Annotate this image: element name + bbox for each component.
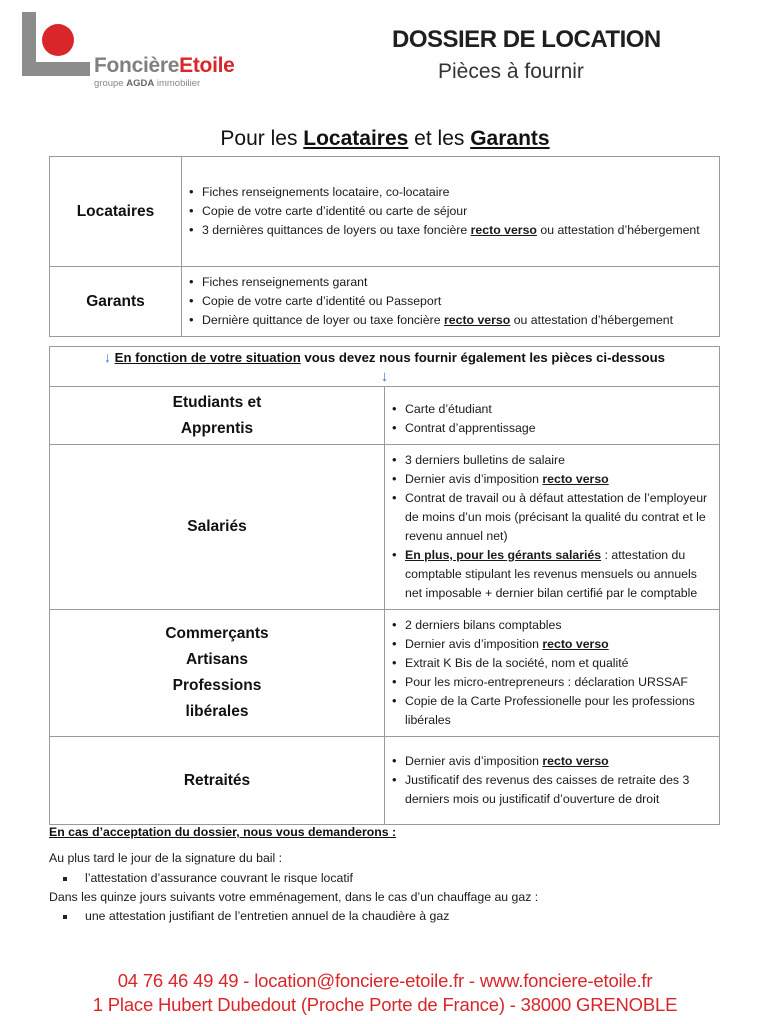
acceptance-line-1: Au plus tard le jour de la signature du bail : bbox=[49, 851, 283, 865]
arrow-down-icon: ↓ bbox=[103, 349, 111, 365]
table-row bbox=[50, 737, 720, 825]
arrow-down-icon: ↓ bbox=[380, 368, 389, 385]
list-item: • Contrat d’apprentissage bbox=[392, 419, 713, 438]
list-item: • Carte d’étudiant bbox=[392, 400, 713, 419]
list-item: • Pour les micro-entrepreneurs : déclaration URSSAF bbox=[392, 673, 713, 692]
logo-wordmark: FoncièreEtoile bbox=[94, 54, 235, 77]
list-item: • Copie de votre carte d’identité ou carte de séjour bbox=[189, 202, 713, 221]
list-item: • 3 derniers bulletins de salaire bbox=[392, 451, 713, 470]
category-retraites: Retraités bbox=[50, 737, 385, 825]
fonciere-etoile-logo-icon bbox=[22, 12, 90, 76]
list-item: • Dernier avis d’imposition recto verso bbox=[392, 752, 713, 771]
etudiants-document-list bbox=[385, 388, 719, 444]
section-heading: Pour les Locataires et les Garants bbox=[220, 127, 550, 150]
logo-tagline: groupe AGDA immobilier bbox=[94, 78, 201, 89]
situation-table bbox=[49, 346, 720, 825]
list-item: une attestation justifiant de l’entretien annuel de la chaudière à gaz bbox=[63, 909, 449, 923]
category-garants: Garants bbox=[50, 267, 182, 337]
list-item: • Dernier avis d’imposition recto verso bbox=[392, 635, 713, 654]
locataires-document-list bbox=[182, 177, 719, 246]
table-row bbox=[50, 387, 720, 445]
square-bullet-icon bbox=[63, 915, 67, 919]
list-item: • Contrat de travail ou à défaut attestation de l’employeur de moins d’un mois (précisant la qualité du contrat et le revenu annuel net) bbox=[392, 489, 713, 546]
list-item: • Copie de votre carte d’identité ou Passeport bbox=[189, 292, 713, 311]
list-item: l’attestation d’assurance couvrant le risque locatif bbox=[63, 871, 353, 885]
garants-document-list bbox=[182, 267, 719, 336]
document-title: DOSSIER DE LOCATION bbox=[392, 26, 661, 53]
commercants-document-list bbox=[385, 610, 719, 736]
list-item: • Fiches renseignements locataire, co-locataire bbox=[189, 183, 713, 202]
category-etudiants: Etudiants et Apprentis bbox=[50, 387, 385, 445]
footer-address: 1 Place Hubert Dubedout (Proche Porte de France) - 38000 GRENOBLE bbox=[92, 994, 678, 1015]
category-salaries: Salariés bbox=[50, 445, 385, 610]
table-row bbox=[50, 157, 720, 267]
list-item: • Copie de la Carte Professionelle pour les professions libérales bbox=[392, 692, 713, 730]
situation-banner: ↓ En fonction de votre situation vous devez nous fournir également les pièces ci-dessous ↓ bbox=[50, 347, 720, 387]
footer-contact: 04 76 46 49 49 - location@fonciere-etoile.fr - www.fonciere-etoile.fr bbox=[117, 970, 653, 991]
table-row bbox=[50, 267, 720, 337]
list-item: • 2 derniers bilans comptables bbox=[392, 616, 713, 635]
acceptance-title: En cas d’acceptation du dossier, nous vous demanderons : bbox=[49, 825, 397, 839]
list-item: • Dernière quittance de loyer ou taxe foncière recto verso ou attestation d’hébergement bbox=[189, 311, 713, 330]
list-item: • 3 dernières quittances de loyers ou taxe foncière recto verso ou attestation d’hébergement bbox=[189, 221, 713, 240]
document-subtitle: Pièces à fournir bbox=[438, 60, 584, 83]
list-item: • Justificatif des revenus des caisses de retraite des 3 derniers mois ou justificatif d’ouverture de droit bbox=[392, 771, 713, 809]
retraites-document-list bbox=[385, 746, 719, 815]
category-locataires: Locataires bbox=[50, 157, 182, 267]
square-bullet-icon bbox=[63, 877, 67, 881]
table-row bbox=[50, 445, 720, 610]
salaries-document-list bbox=[385, 445, 719, 609]
table-row bbox=[50, 610, 720, 737]
table-row bbox=[50, 347, 720, 387]
list-item: • Extrait K Bis de la société, nom et qualité bbox=[392, 654, 713, 673]
company-logo bbox=[22, 12, 272, 92]
acceptance-line-2: Dans les quinze jours suivants votre emménagement, dans le cas d’un chauffage au gaz : bbox=[49, 890, 539, 904]
tenants-guarantors-table bbox=[49, 156, 720, 337]
category-commercants: Commerçants Artisans Professions libérales bbox=[50, 610, 385, 737]
list-item: • En plus, pour les gérants salariés : attestation du comptable stipulant les revenus mensuels ou annuels net imposable + dernier bilan certifié par le comptable bbox=[392, 546, 713, 603]
list-item: • Fiches renseignements garant bbox=[189, 273, 713, 292]
list-item: • Dernier avis d’imposition recto verso bbox=[392, 470, 713, 489]
